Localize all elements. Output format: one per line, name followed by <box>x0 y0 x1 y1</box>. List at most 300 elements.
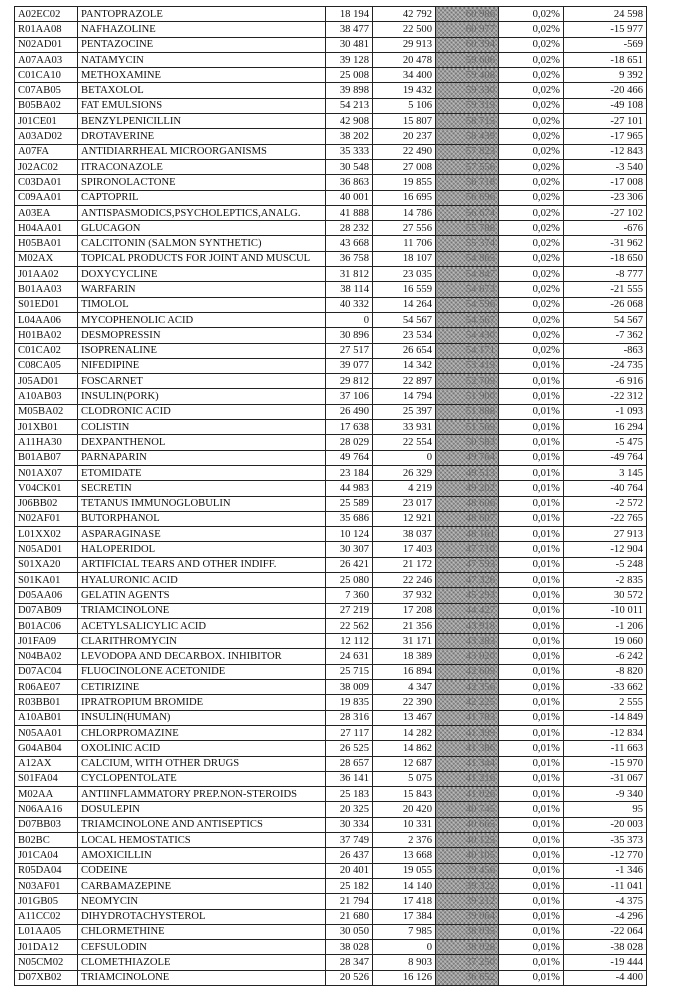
table-row <box>15 358 647 373</box>
total-cell: 53 419 <box>436 358 499 373</box>
difference-cell: -676 <box>564 221 647 236</box>
total-cell: 48 161 <box>436 527 499 542</box>
value-2002-cell: 23 017 <box>373 496 436 511</box>
table-row <box>15 374 647 389</box>
total-cell: 36 652 <box>436 970 499 985</box>
value-2002-cell: 19 432 <box>373 83 436 98</box>
total-cell: 44 427 <box>436 603 499 618</box>
drug-consumption-table <box>14 6 647 986</box>
drug-name-cell: CAPTOPRIL <box>78 190 326 205</box>
value-2001-cell: 39 898 <box>326 83 373 98</box>
table-row <box>15 282 647 297</box>
share-cell: 0,01% <box>499 572 564 587</box>
difference-cell: -863 <box>564 343 647 358</box>
drug-name-cell: CETIRIZINE <box>78 680 326 695</box>
value-2002-cell: 37 932 <box>373 588 436 603</box>
table-row <box>15 496 647 511</box>
total-cell: 56 718 <box>436 175 499 190</box>
value-2001-cell: 20 526 <box>326 970 373 985</box>
difference-cell: -27 102 <box>564 205 647 220</box>
atc-code-cell: B01AC06 <box>15 618 78 633</box>
drug-name-cell: IPRATROPIUM BROMIDE <box>78 695 326 710</box>
total-cell: 54 567 <box>436 312 499 327</box>
value-2002-cell: 27 556 <box>373 221 436 236</box>
atc-code-cell: M02AX <box>15 251 78 266</box>
drug-name-cell: FAT EMULSIONS <box>78 98 326 113</box>
value-2001-cell: 21 794 <box>326 894 373 909</box>
difference-cell: -12 770 <box>564 848 647 863</box>
value-2002-cell: 16 126 <box>373 970 436 985</box>
value-2002-cell: 17 418 <box>373 894 436 909</box>
share-cell: 0,01% <box>499 710 564 725</box>
difference-cell: -2 835 <box>564 572 647 587</box>
total-cell: 54 847 <box>436 267 499 282</box>
value-2002-cell: 17 208 <box>373 603 436 618</box>
table-row <box>15 848 647 863</box>
total-cell: 40 745 <box>436 802 499 817</box>
table-row <box>15 83 647 98</box>
total-cell: 41 216 <box>436 771 499 786</box>
value-2002-cell: 23 534 <box>373 328 436 343</box>
table-row <box>15 190 647 205</box>
value-2002-cell: 12 921 <box>373 511 436 526</box>
atc-code-cell: B05BA02 <box>15 98 78 113</box>
share-cell: 0,01% <box>499 588 564 603</box>
value-2001-cell: 19 835 <box>326 695 373 710</box>
difference-cell: -18 651 <box>564 52 647 67</box>
atc-code-cell: N05CM02 <box>15 955 78 970</box>
value-2002-cell: 14 264 <box>373 297 436 312</box>
value-2001-cell: 38 114 <box>326 282 373 297</box>
atc-code-cell: V04CK01 <box>15 481 78 496</box>
total-cell: 58 439 <box>436 129 499 144</box>
share-cell: 0,02% <box>499 129 564 144</box>
drug-name-cell: CALCIUM, WITH OTHER DRUGS <box>78 756 326 771</box>
value-2002-cell: 14 140 <box>373 878 436 893</box>
atc-code-cell: A07FA <box>15 144 78 159</box>
atc-code-cell: J01CE01 <box>15 114 78 129</box>
drug-name-cell: METHOXAMINE <box>78 68 326 83</box>
atc-code-cell: N05AD01 <box>15 542 78 557</box>
total-cell: 49 513 <box>436 465 499 480</box>
value-2002-cell: 7 985 <box>373 924 436 939</box>
value-2002-cell: 8 903 <box>373 955 436 970</box>
atc-code-cell: C01CA10 <box>15 68 78 83</box>
value-2002-cell: 22 390 <box>373 695 436 710</box>
value-2001-cell: 29 812 <box>326 374 373 389</box>
drug-name-cell: DOSULEPIN <box>78 802 326 817</box>
table-row <box>15 159 647 174</box>
difference-cell: -8 820 <box>564 664 647 679</box>
value-2001-cell: 38 009 <box>326 680 373 695</box>
table-row <box>15 129 647 144</box>
table-row <box>15 312 647 327</box>
value-2001-cell: 30 307 <box>326 542 373 557</box>
atc-code-cell: J02AC02 <box>15 159 78 174</box>
share-cell: 0,01% <box>499 756 564 771</box>
total-cell: 45 293 <box>436 588 499 603</box>
total-cell: 51 569 <box>436 420 499 435</box>
drug-name-cell: LOCAL HEMOSTATICS <box>78 833 326 848</box>
value-2001-cell: 49 764 <box>326 450 373 465</box>
atc-code-cell: J01FA09 <box>15 634 78 649</box>
difference-cell: -4 375 <box>564 894 647 909</box>
value-2002-cell: 4 347 <box>373 680 436 695</box>
value-2002-cell: 16 695 <box>373 190 436 205</box>
atc-code-cell: S01ED01 <box>15 297 78 312</box>
drug-name-cell: TRIAMCINOLONE AND ANTISEPTICS <box>78 817 326 832</box>
difference-cell: -24 735 <box>564 358 647 373</box>
value-2001-cell: 30 334 <box>326 817 373 832</box>
value-2002-cell: 22 554 <box>373 435 436 450</box>
total-cell: 47 326 <box>436 572 499 587</box>
table-row <box>15 481 647 496</box>
value-2002-cell: 20 237 <box>373 129 436 144</box>
difference-cell: -22 765 <box>564 511 647 526</box>
total-cell: 58 715 <box>436 114 499 129</box>
atc-code-cell: L01AA05 <box>15 924 78 939</box>
difference-cell: -31 067 <box>564 771 647 786</box>
difference-cell: 3 145 <box>564 465 647 480</box>
difference-cell: -12 834 <box>564 725 647 740</box>
share-cell: 0,02% <box>499 83 564 98</box>
total-cell: 38 035 <box>436 924 499 939</box>
drug-name-cell: CYCLOPENTOLATE <box>78 771 326 786</box>
table-row <box>15 297 647 312</box>
atc-code-cell: N02AD01 <box>15 37 78 52</box>
drug-name-cell: GELATIN AGENTS <box>78 588 326 603</box>
difference-cell: 24 598 <box>564 7 647 22</box>
value-2001-cell: 30 896 <box>326 328 373 343</box>
table-row <box>15 833 647 848</box>
value-2002-cell: 54 567 <box>373 312 436 327</box>
value-2001-cell: 25 008 <box>326 68 373 83</box>
value-2002-cell: 14 794 <box>373 389 436 404</box>
total-cell: 40 125 <box>436 833 499 848</box>
value-2002-cell: 21 356 <box>373 618 436 633</box>
share-cell: 0,01% <box>499 603 564 618</box>
value-2002-cell: 17 384 <box>373 909 436 924</box>
drug-name-cell: DESMOPRESSIN <box>78 328 326 343</box>
total-cell: 59 606 <box>436 52 499 67</box>
table-row <box>15 940 647 955</box>
share-cell: 0,01% <box>499 680 564 695</box>
value-2002-cell: 21 172 <box>373 557 436 572</box>
total-cell: 41 026 <box>436 787 499 802</box>
drug-name-cell: DEXPANTHENOL <box>78 435 326 450</box>
drug-name-cell: HYALURONIC ACID <box>78 572 326 587</box>
value-2002-cell: 16 894 <box>373 664 436 679</box>
total-cell: 40 665 <box>436 817 499 832</box>
atc-code-cell: A11HA30 <box>15 435 78 450</box>
table-row <box>15 205 647 220</box>
table-row <box>15 37 647 52</box>
drug-name-cell: PARNAPARIN <box>78 450 326 465</box>
share-cell: 0,02% <box>499 98 564 113</box>
table-row <box>15 802 647 817</box>
share-cell: 0,01% <box>499 878 564 893</box>
value-2002-cell: 25 397 <box>373 404 436 419</box>
total-cell: 38 028 <box>436 940 499 955</box>
difference-cell: -2 572 <box>564 496 647 511</box>
total-cell: 57 823 <box>436 144 499 159</box>
difference-cell: 9 392 <box>564 68 647 83</box>
value-2002-cell: 18 389 <box>373 649 436 664</box>
difference-cell: -17 965 <box>564 129 647 144</box>
atc-code-cell: J01AA02 <box>15 267 78 282</box>
share-cell: 0,01% <box>499 817 564 832</box>
table-row <box>15 710 647 725</box>
drug-name-cell: FOSCARNET <box>78 374 326 389</box>
atc-code-cell: J06BB02 <box>15 496 78 511</box>
difference-cell: -20 466 <box>564 83 647 98</box>
share-cell: 0,02% <box>499 343 564 358</box>
drug-name-cell: DOXYCYCLINE <box>78 267 326 282</box>
table-row <box>15 114 647 129</box>
atc-code-cell: A11CC02 <box>15 909 78 924</box>
drug-name-cell: BUTORPHANOL <box>78 511 326 526</box>
share-cell: 0,01% <box>499 465 564 480</box>
difference-cell: -569 <box>564 37 647 52</box>
atc-code-cell: J01GB05 <box>15 894 78 909</box>
difference-cell: -23 306 <box>564 190 647 205</box>
difference-cell: -4 296 <box>564 909 647 924</box>
table-row <box>15 527 647 542</box>
drug-name-cell: CEFSULODIN <box>78 940 326 955</box>
table-row <box>15 389 647 404</box>
difference-cell: -17 008 <box>564 175 647 190</box>
table-row <box>15 236 647 251</box>
total-cell: 56 674 <box>436 205 499 220</box>
atc-code-cell: S01XA20 <box>15 557 78 572</box>
value-2002-cell: 10 331 <box>373 817 436 832</box>
atc-code-cell: N03AF01 <box>15 878 78 893</box>
table-row <box>15 267 647 282</box>
table-row <box>15 970 647 985</box>
table-row <box>15 664 647 679</box>
share-cell: 0,02% <box>499 267 564 282</box>
difference-cell: -15 977 <box>564 22 647 37</box>
difference-cell: 19 060 <box>564 634 647 649</box>
value-2001-cell: 24 631 <box>326 649 373 664</box>
drug-name-cell: CHLORPROMAZINE <box>78 725 326 740</box>
value-2001-cell: 21 680 <box>326 909 373 924</box>
share-cell: 0,01% <box>499 848 564 863</box>
difference-cell: -49 764 <box>564 450 647 465</box>
value-2001-cell: 28 316 <box>326 710 373 725</box>
total-cell: 39 064 <box>436 909 499 924</box>
atc-code-cell: H05BA01 <box>15 236 78 251</box>
atc-code-cell: A02EC02 <box>15 7 78 22</box>
value-2001-cell: 37 749 <box>326 833 373 848</box>
value-2001-cell: 27 117 <box>326 725 373 740</box>
value-2002-cell: 15 843 <box>373 787 436 802</box>
atc-code-cell: H04AA01 <box>15 221 78 236</box>
value-2002-cell: 19 855 <box>373 175 436 190</box>
share-cell: 0,02% <box>499 190 564 205</box>
atc-code-cell: M02AA <box>15 787 78 802</box>
value-2002-cell: 33 931 <box>373 420 436 435</box>
table-row <box>15 909 647 924</box>
table-row <box>15 557 647 572</box>
share-cell: 0,02% <box>499 7 564 22</box>
value-2001-cell: 40 332 <box>326 297 373 312</box>
table-row <box>15 98 647 113</box>
value-2002-cell: 18 107 <box>373 251 436 266</box>
value-2001-cell: 25 182 <box>326 878 373 893</box>
share-cell: 0,01% <box>499 787 564 802</box>
drug-name-cell: AMOXICILLIN <box>78 848 326 863</box>
table-row <box>15 221 647 236</box>
total-cell: 60 394 <box>436 37 499 52</box>
value-2001-cell: 25 183 <box>326 787 373 802</box>
difference-cell: -35 373 <box>564 833 647 848</box>
difference-cell: 95 <box>564 802 647 817</box>
total-cell: 49 764 <box>436 450 499 465</box>
atc-code-cell: B02BC <box>15 833 78 848</box>
drug-name-cell: CHLORMETHINE <box>78 924 326 939</box>
difference-cell: -21 555 <box>564 282 647 297</box>
drug-name-cell: TRIAMCINOLONE <box>78 970 326 985</box>
total-cell: 59 330 <box>436 83 499 98</box>
drug-name-cell: ARTIFICIAL TEARS AND OTHER INDIFF. <box>78 557 326 572</box>
drug-name-cell: TETANUS IMMUNOGLOBULIN <box>78 496 326 511</box>
value-2001-cell: 30 481 <box>326 37 373 52</box>
total-cell: 39 212 <box>436 894 499 909</box>
share-cell: 0,02% <box>499 251 564 266</box>
share-cell: 0,01% <box>499 725 564 740</box>
value-2001-cell: 26 421 <box>326 557 373 572</box>
difference-cell: -20 003 <box>564 817 647 832</box>
total-cell: 55 788 <box>436 221 499 236</box>
value-2001-cell: 26 437 <box>326 848 373 863</box>
atc-code-cell: N02AF01 <box>15 511 78 526</box>
drug-name-cell: NEOMYCIN <box>78 894 326 909</box>
atc-code-cell: J01DA12 <box>15 940 78 955</box>
value-2001-cell: 54 213 <box>326 98 373 113</box>
value-2001-cell: 25 715 <box>326 664 373 679</box>
share-cell: 0,01% <box>499 618 564 633</box>
value-2001-cell: 35 333 <box>326 144 373 159</box>
difference-cell: -33 662 <box>564 680 647 695</box>
drug-name-cell: CARBAMAZEPINE <box>78 878 326 893</box>
value-2001-cell: 30 050 <box>326 924 373 939</box>
total-cell: 43 918 <box>436 618 499 633</box>
value-2002-cell: 16 559 <box>373 282 436 297</box>
table-row <box>15 725 647 740</box>
difference-cell: -9 340 <box>564 787 647 802</box>
value-2002-cell: 11 706 <box>373 236 436 251</box>
value-2001-cell: 31 812 <box>326 267 373 282</box>
share-cell: 0,01% <box>499 833 564 848</box>
table-row <box>15 572 647 587</box>
atc-code-cell: D05AA06 <box>15 588 78 603</box>
total-cell: 43 020 <box>436 649 499 664</box>
difference-cell: -7 362 <box>564 328 647 343</box>
atc-code-cell: J05AD01 <box>15 374 78 389</box>
drug-name-cell: LEVODOPA AND DECARBOX. INHIBITOR <box>78 649 326 664</box>
total-cell: 54 865 <box>436 251 499 266</box>
difference-cell: -31 962 <box>564 236 647 251</box>
drug-name-cell: CODEINE <box>78 863 326 878</box>
value-2002-cell: 15 807 <box>373 114 436 129</box>
value-2002-cell: 14 282 <box>373 725 436 740</box>
table-row <box>15 22 647 37</box>
value-2001-cell: 20 401 <box>326 863 373 878</box>
value-2002-cell: 19 055 <box>373 863 436 878</box>
value-2002-cell: 0 <box>373 450 436 465</box>
atc-code-cell: D07AC04 <box>15 664 78 679</box>
share-cell: 0,02% <box>499 159 564 174</box>
difference-cell: -1 093 <box>564 404 647 419</box>
table-row <box>15 924 647 939</box>
drug-name-cell: TRIAMCINOLONE <box>78 603 326 618</box>
value-2001-cell: 40 001 <box>326 190 373 205</box>
value-2001-cell: 12 112 <box>326 634 373 649</box>
difference-cell: 30 572 <box>564 588 647 603</box>
value-2001-cell: 43 668 <box>326 236 373 251</box>
value-2002-cell: 22 500 <box>373 22 436 37</box>
drug-name-cell: NATAMYCIN <box>78 52 326 67</box>
share-cell: 0,02% <box>499 37 564 52</box>
difference-cell: -22 064 <box>564 924 647 939</box>
atc-code-cell: N01AX07 <box>15 465 78 480</box>
share-cell: 0,02% <box>499 205 564 220</box>
atc-code-cell: D07AB09 <box>15 603 78 618</box>
share-cell: 0,01% <box>499 695 564 710</box>
difference-cell: -5 475 <box>564 435 647 450</box>
table-row <box>15 52 647 67</box>
atc-code-cell: C07AB05 <box>15 83 78 98</box>
share-cell: 0,01% <box>499 481 564 496</box>
value-2002-cell: 0 <box>373 940 436 955</box>
share-cell: 0,02% <box>499 282 564 297</box>
atc-code-cell: A03AD02 <box>15 129 78 144</box>
drug-name-cell: ETOMIDATE <box>78 465 326 480</box>
value-2001-cell: 39 128 <box>326 52 373 67</box>
value-2001-cell: 26 525 <box>326 741 373 756</box>
share-cell: 0,02% <box>499 144 564 159</box>
total-cell: 59 408 <box>436 68 499 83</box>
difference-cell: -1 346 <box>564 863 647 878</box>
total-cell: 59 319 <box>436 98 499 113</box>
table-row <box>15 618 647 633</box>
share-cell: 0,01% <box>499 420 564 435</box>
value-2002-cell: 12 687 <box>373 756 436 771</box>
share-cell: 0,02% <box>499 68 564 83</box>
difference-cell: -12 843 <box>564 144 647 159</box>
total-cell: 41 344 <box>436 756 499 771</box>
table-row <box>15 878 647 893</box>
value-2001-cell: 37 106 <box>326 389 373 404</box>
difference-cell: -14 849 <box>564 710 647 725</box>
atc-code-cell: G04AB04 <box>15 741 78 756</box>
share-cell: 0,02% <box>499 312 564 327</box>
value-2002-cell: 5 075 <box>373 771 436 786</box>
difference-cell: -11 663 <box>564 741 647 756</box>
share-cell: 0,02% <box>499 236 564 251</box>
difference-cell: -15 970 <box>564 756 647 771</box>
table-row <box>15 787 647 802</box>
total-cell: 49 202 <box>436 481 499 496</box>
value-2001-cell: 36 141 <box>326 771 373 786</box>
difference-cell: -38 028 <box>564 940 647 955</box>
atc-code-cell: B01AB07 <box>15 450 78 465</box>
share-cell: 0,02% <box>499 297 564 312</box>
drug-name-cell: ASPARAGINASE <box>78 527 326 542</box>
drug-name-cell: SPIRONOLACTONE <box>78 175 326 190</box>
drug-name-cell: BETAXOLOL <box>78 83 326 98</box>
